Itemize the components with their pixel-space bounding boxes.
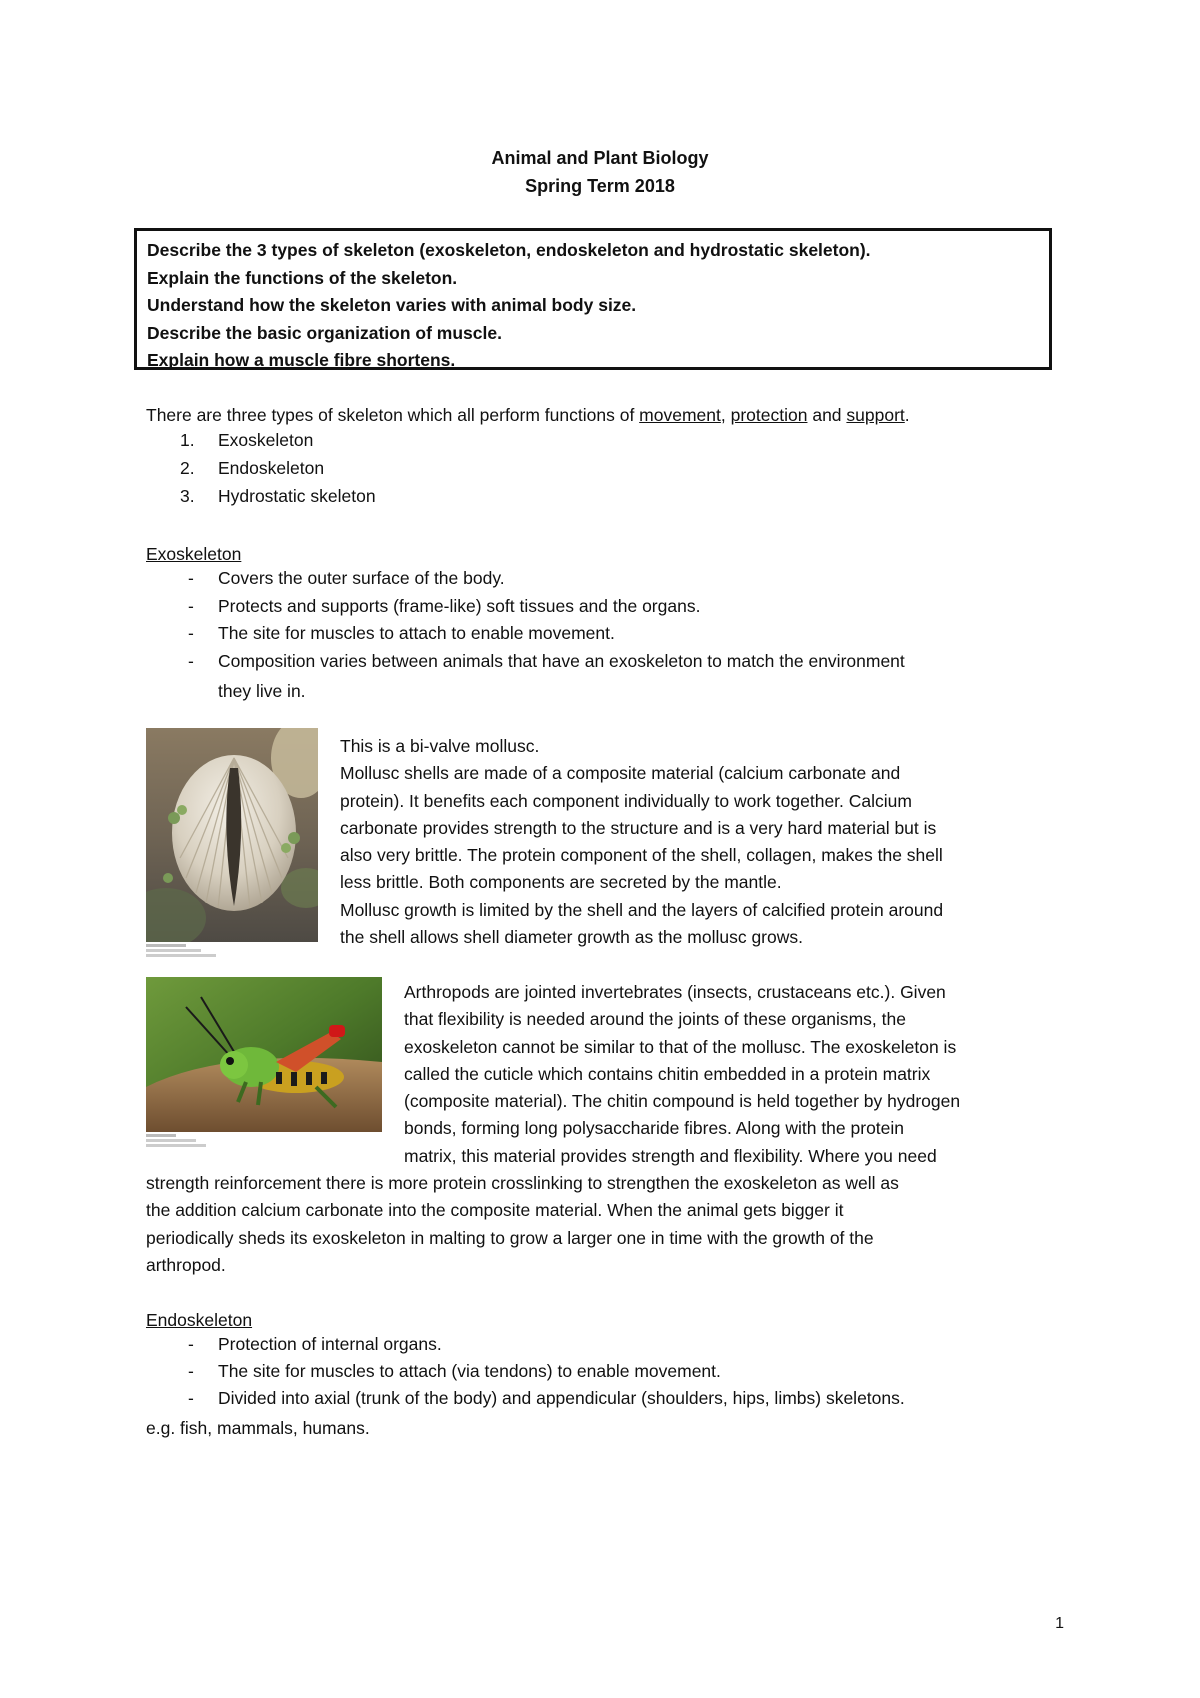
term-movement: movement <box>639 405 721 425</box>
exoskeleton-bullet: - Composition varies between animals that have an exoskeleton to match the environment <box>188 651 905 671</box>
exoskeleton-bullet: - The site for muscles to attach to enable movement. <box>188 623 615 643</box>
objective-item: Describe the 3 types of skeleton (exoskeleton, endoskeleton and hydrostatic skeleton). <box>147 240 871 260</box>
exoskeleton-bullet: - Protects and supports (frame-like) soft tissues and the organs. <box>188 596 701 616</box>
arthropod-line: Arthropods are jointed invertebrates (insects, crustaceans etc.). Given <box>404 982 946 1002</box>
page-number: 1 <box>1055 1615 1064 1632</box>
arthropod-line: periodically sheds its exoskeleton in malting to grow a larger one in time with the growth of the <box>146 1227 874 1248</box>
arthropod-line: called the cuticle which contains chitin embedded in a protein matrix <box>404 1063 931 1084</box>
intro-sentence: There are three types of skeleton which all perform functions of movement, protection and support. <box>146 405 910 425</box>
mollusc-line: the shell allows shell diameter growth as the mollusc grows. <box>340 927 803 948</box>
mollusc-line: This is a bi-valve mollusc. <box>340 736 540 756</box>
endoskeleton-bullet: - The site for muscles to attach (via tendons) to enable movement. <box>188 1361 721 1381</box>
arthropod-paragraph-top <box>404 979 960 1170</box>
arthropod-photo-caption <box>146 1134 236 1147</box>
objective-item: Explain the functions of the skeleton. <box>147 267 458 288</box>
mollusc-line: carbonate provides strength to the structure and is a very hard material but is <box>340 817 937 838</box>
objective-item: Understand how the skeleton varies with animal body size. <box>147 295 637 315</box>
endoskeleton-examples: e.g. fish, mammals, humans. <box>146 1418 370 1438</box>
arthropod-line: arthropod. <box>146 1254 226 1275</box>
arthropod-line: strength reinforcement there is more protein crosslinking to strengthen the exoskeleton as well as <box>146 1173 899 1193</box>
exoskeleton-bullet-continuation: they live in. <box>218 681 306 701</box>
mollusc-line: less brittle. Both components are secreted by the mantle. <box>340 872 782 893</box>
arthropod-photo <box>146 977 382 1132</box>
skeleton-type-item: 1. Exoskeleton <box>180 430 314 450</box>
bivalve-shell-image <box>146 728 318 942</box>
objective-item: Explain how a muscle fibre shortens. <box>147 350 456 370</box>
term-support: support <box>846 405 905 425</box>
document-subtitle: Spring Term 2018 <box>525 176 675 196</box>
document-title: Animal and Plant Biology <box>491 148 709 168</box>
mollusc-line: Mollusc shells are made of a composite material (calcium carbonate and <box>340 763 901 784</box>
learning-objectives-box <box>134 228 1052 370</box>
objective-item: Describe the basic organization of muscle. <box>147 322 502 343</box>
arthropod-line: exoskeleton cannot be similar to that of the mollusc. The exoskeleton is <box>404 1036 957 1057</box>
exoskeleton-heading: Exoskeleton <box>146 544 242 564</box>
endoskeleton-bullet: - Divided into axial (trunk of the body) and appendicular (shoulders, hips, limbs) skeletons. <box>188 1388 905 1408</box>
mollusc-paragraph <box>340 733 943 951</box>
arthropod-line: (composite material). The chitin compound is held together by hydrogen <box>404 1091 961 1112</box>
mollusc-photo <box>146 728 318 942</box>
skeleton-type-item: 3. Hydrostatic skeleton <box>180 486 376 506</box>
skeleton-type-item: 2. Endoskeleton <box>180 458 325 478</box>
mollusc-line: also very brittle. The protein component of the shell, collagen, makes the shell <box>340 845 943 866</box>
exoskeleton-bullet: - Covers the outer surface of the body. <box>188 568 505 588</box>
arthropod-line: matrix, this material provides strength and flexibility. Where you need <box>404 1145 937 1166</box>
mollusc-photo-caption <box>146 944 236 957</box>
term-protection: protection <box>730 405 808 425</box>
endoskeleton-bullet: - Protection of internal organs. <box>188 1334 442 1354</box>
arthropod-line: the addition calcium carbonate into the composite material. When the animal gets bigger it <box>146 1200 844 1221</box>
mollusc-line: protein). It benefits each component individually to work together. Calcium <box>340 790 912 811</box>
arthropod-line: bonds, forming long polysaccharide fibres. Along with the protein <box>404 1118 905 1139</box>
grasshopper-image <box>146 977 382 1132</box>
endoskeleton-heading: Endoskeleton <box>146 1310 253 1330</box>
mollusc-line: Mollusc growth is limited by the shell and the layers of calcified protein around <box>340 899 944 920</box>
arthropod-paragraph-bottom <box>146 1170 899 1279</box>
arthropod-line: that flexibility is needed around the joints of these organisms, the <box>404 1009 906 1030</box>
